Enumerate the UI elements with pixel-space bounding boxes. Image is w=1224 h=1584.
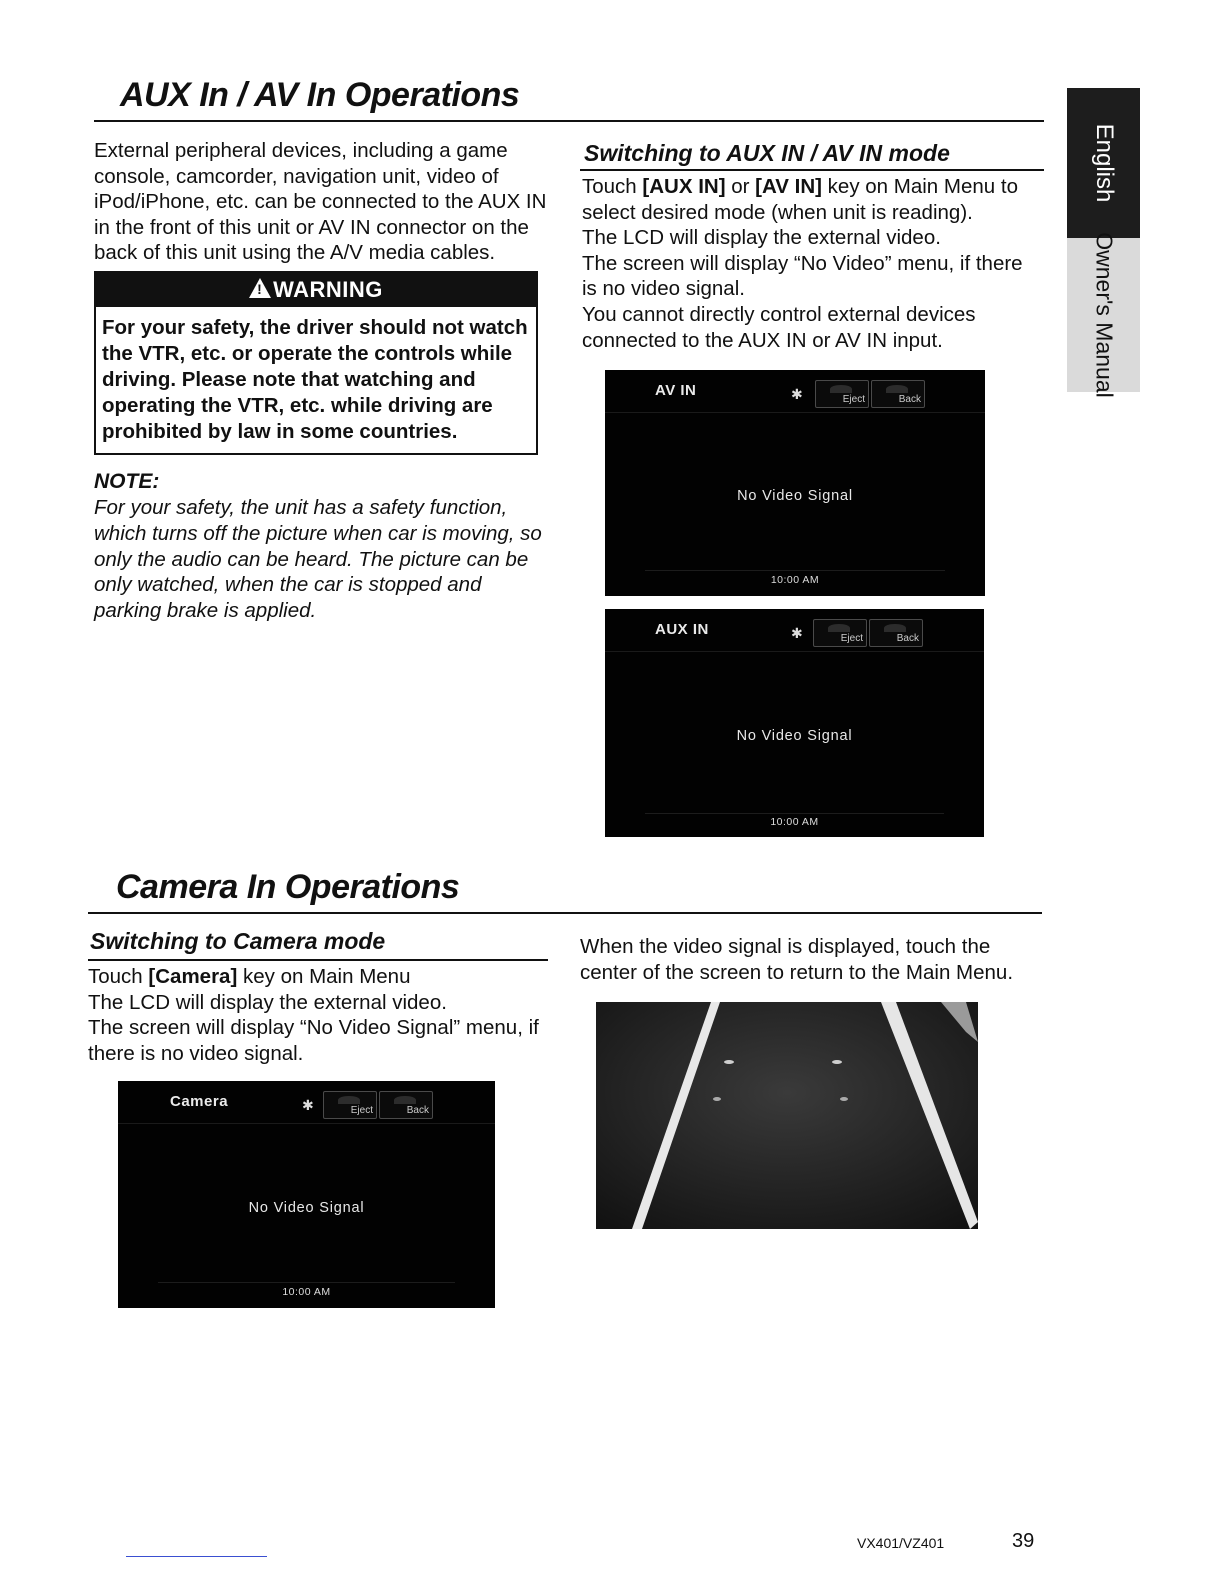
aux-section-rule (94, 120, 1044, 122)
page-number: 39 (1012, 1530, 1035, 1552)
marker-dot (840, 1097, 848, 1101)
camera-switching-line2: The LCD will display the external video. (88, 990, 447, 1014)
screen-mode-label: AUX IN (655, 621, 709, 638)
camera-screen (118, 1081, 495, 1308)
marker-dot (713, 1097, 721, 1101)
camera-switching-text (88, 964, 548, 1066)
warning-triangle-icon (249, 278, 271, 298)
camera-return-text: When the video signal is displayed, touch the center of the screen to return to the Main Menu. (580, 935, 1014, 984)
camera-switching-rule (88, 959, 548, 961)
back-button[interactable]: Back (869, 619, 923, 647)
aux-switching-line1: Touch [AUX IN] or [AV IN] key on Main Menu to select desired mode (when unit is reading). (582, 175, 1018, 224)
camera-section-title: Camera In Operations (116, 868, 460, 906)
aux-section-title: AUX In / AV In Operations (120, 76, 520, 114)
header-divider (118, 1123, 495, 1124)
back-button[interactable]: Back (379, 1091, 433, 1119)
av-in-key: [AV IN] (755, 175, 822, 198)
camera-switching-heading: Switching to Camera mode (90, 928, 386, 954)
aux-in-key: [AUX IN] (642, 175, 726, 198)
clock: 10:00 AM (770, 574, 820, 586)
eject-button[interactable]: Eject (813, 619, 867, 647)
footer-divider (158, 1282, 455, 1283)
note-text: For your safety, the unit has a safety function, which turns off the picture when car is moving, so only the audio can be heard. The picture can be only watched, when the car is stopped and parking brake is applied. (94, 496, 542, 623)
av-in-screen (605, 370, 985, 596)
aux-switching-line4: You cannot directly control external devices connected to the AUX IN or AV IN input. (582, 302, 976, 352)
bluetooth-icon: ✱ (791, 386, 803, 402)
aux-switching-line2: The LCD will display the external video. (582, 226, 941, 250)
owners-manual-tab (1067, 232, 1140, 398)
rear-camera-view-image[interactable] (596, 1002, 978, 1229)
no-video-message: No Video Signal (248, 1200, 365, 1216)
aux-in-screen (605, 609, 984, 837)
warning-header (94, 271, 538, 307)
aux-switching-line3: The screen will display “No Video” menu, if there is no video signal. (582, 251, 1023, 301)
footer-model: VX401/VZ401 (857, 1535, 945, 1551)
camera-section-rule (88, 912, 1042, 914)
marker-dot (832, 1060, 842, 1064)
screen-mode-label: Camera (170, 1093, 229, 1110)
warning-label: WARNING (273, 277, 383, 302)
eject-button[interactable]: Eject (815, 380, 869, 408)
english-tab-label: English (1090, 123, 1118, 203)
camera-key: [Camera] (148, 965, 238, 988)
no-video-message: No Video Signal (736, 728, 853, 744)
screen-mode-label: AV IN (655, 382, 697, 399)
camera-switching-line3: The screen will display “No Video Signal” menu, if there is no video signal. (88, 1016, 539, 1065)
warning-text: For your safety, the driver should not watch the VTR, etc. or operate the controls while driving. Please note that watching and operating the VTR, etc. while driving are prohibited by law in some countries. (94, 307, 538, 455)
aux-switching-rule (580, 169, 1044, 171)
bluetooth-icon: ✱ (791, 625, 803, 641)
aux-switching-heading: Switching to AUX IN / AV IN mode (584, 140, 950, 166)
footer-edge-line (126, 1556, 267, 1557)
aux-switching-text (582, 174, 1032, 353)
bluetooth-icon: ✱ (302, 1097, 314, 1113)
header-divider (605, 651, 984, 652)
footer-divider (645, 570, 945, 571)
note-label: NOTE: (94, 470, 160, 493)
header-divider (605, 412, 985, 413)
marker-dot (724, 1060, 734, 1064)
eject-button[interactable]: Eject (323, 1091, 377, 1119)
english-tab (1067, 88, 1140, 238)
warning-box (94, 271, 538, 455)
camera-switching-line1: Touch [Camera] key on Main Menu (88, 965, 411, 988)
no-video-message: No Video Signal (737, 488, 853, 504)
footer-divider (645, 813, 944, 814)
clock: 10:00 AM (282, 1286, 331, 1298)
back-button[interactable]: Back (871, 380, 925, 408)
aux-intro: External peripheral devices, including a game console, camcorder, navigation unit, video of iPod/iPhone, etc. can be connected to the AUX IN in the front of this unit or AV IN connector on the back of this unit using the A/V media cables. (94, 139, 547, 265)
clock: 10:00 AM (770, 816, 819, 828)
owners-manual-tab-label: Owner's Manual (1091, 232, 1117, 398)
